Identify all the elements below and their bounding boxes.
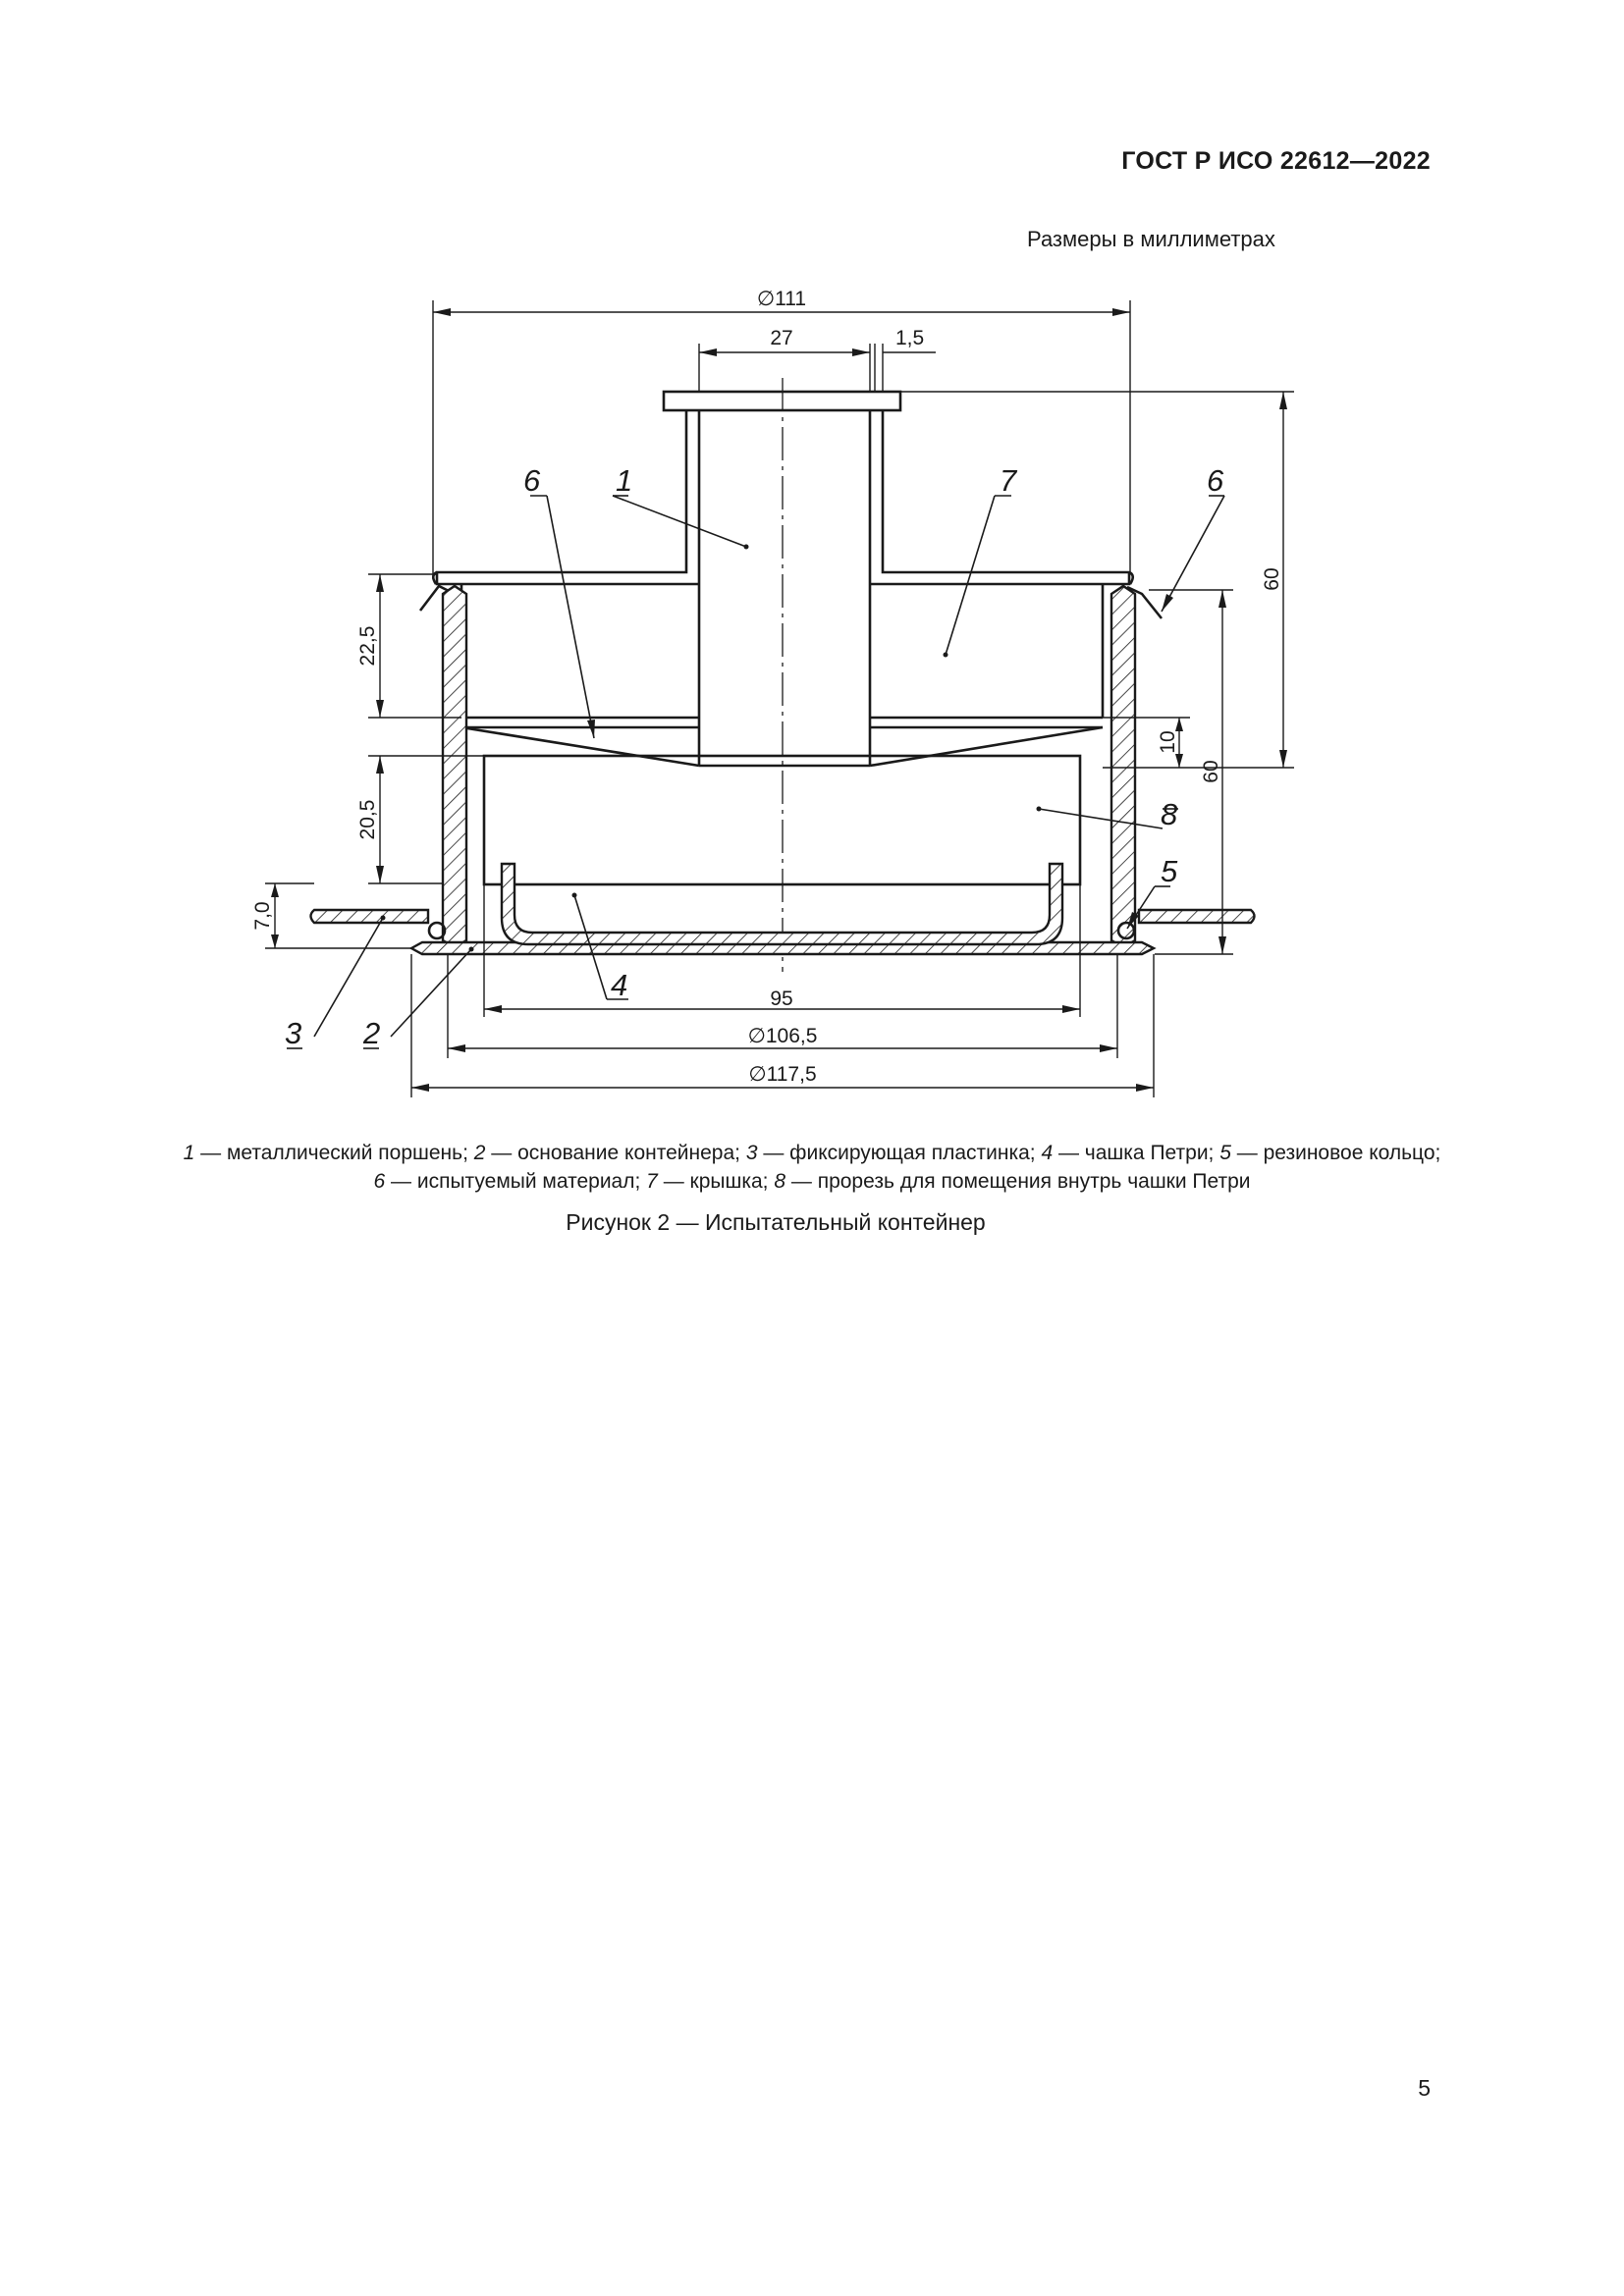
dim-20-5-label: 20,5 <box>356 799 379 840</box>
legend-text-3: — фиксирующая пластинка; <box>757 1142 1042 1164</box>
legend-line-2 <box>59 1167 1565 1196</box>
dim-60-outer-label: 60 <box>1261 567 1283 591</box>
dimension-1-5 <box>875 327 936 392</box>
legend-num-4: 4 <box>1041 1142 1054 1164</box>
dimension-60-outer <box>900 392 1294 768</box>
dim-27-label: 27 <box>770 327 793 349</box>
figure-legend <box>59 1139 1565 1196</box>
legend-text-4: — чашка Петри; <box>1053 1142 1220 1164</box>
dim-d106-5-label: ∅106,5 <box>747 1025 818 1047</box>
legend-text-5: — резиновое кольцо; <box>1230 1142 1441 1164</box>
units-note: Размеры в миллиметрах <box>1027 227 1275 251</box>
callout-6-left: 6 <box>523 463 541 498</box>
page-number: 5 <box>1418 2075 1431 2101</box>
legend-num-1: 1 <box>183 1142 195 1164</box>
dim-60-inner-label: 60 <box>1200 760 1222 783</box>
legend-num-5: 5 <box>1219 1142 1231 1164</box>
dim-22-5-label: 22,5 <box>356 625 379 667</box>
callout-leaders <box>287 496 1224 1048</box>
standard-code: ГОСТ Р ИСО 22612—2022 <box>1121 147 1431 175</box>
dimension-27 <box>699 327 870 392</box>
callout-2: 2 <box>363 1016 381 1050</box>
test-material <box>420 586 1162 618</box>
callout-8: 8 <box>1161 797 1178 831</box>
callout-5: 5 <box>1161 854 1178 888</box>
legend-num-8: 8 <box>774 1170 786 1193</box>
legend-text-1: — металлический поршень; <box>194 1142 474 1164</box>
dim-d117-5-label: ∅117,5 <box>748 1063 817 1086</box>
legend-num-6: 6 <box>373 1170 386 1193</box>
legend-line-1 <box>59 1139 1565 1167</box>
legend-text-2: — основание контейнера; <box>485 1142 746 1164</box>
dim-1-5-label: 1,5 <box>895 327 925 349</box>
dim-10-label: 10 <box>1157 730 1179 754</box>
callout-3: 3 <box>285 1016 302 1050</box>
legend-num-7: 7 <box>646 1170 658 1193</box>
dimension-60-inner <box>1149 590 1233 954</box>
legend-num-3: 3 <box>745 1142 758 1164</box>
legend-num-2: 2 <box>473 1142 486 1164</box>
callout-1: 1 <box>616 463 633 498</box>
dim-7-0-label: 7,0 <box>251 901 274 931</box>
callout-6-right: 6 <box>1207 463 1224 498</box>
legend-text-6: — испытуемый материал; <box>385 1170 647 1193</box>
test-container-drawing <box>0 0 1624 1139</box>
figure-caption: Рисунок 2 — Испытательный контейнер <box>566 1209 986 1235</box>
dim-95-label: 95 <box>770 988 793 1010</box>
legend-text-8: — прорезь для помещения внутрь чашки Петри <box>785 1170 1251 1193</box>
callout-7: 7 <box>1000 463 1017 498</box>
callout-4: 4 <box>611 968 628 1002</box>
dim-d111-label: ∅111 <box>756 288 807 310</box>
legend-text-7: — крышка; <box>657 1170 775 1193</box>
